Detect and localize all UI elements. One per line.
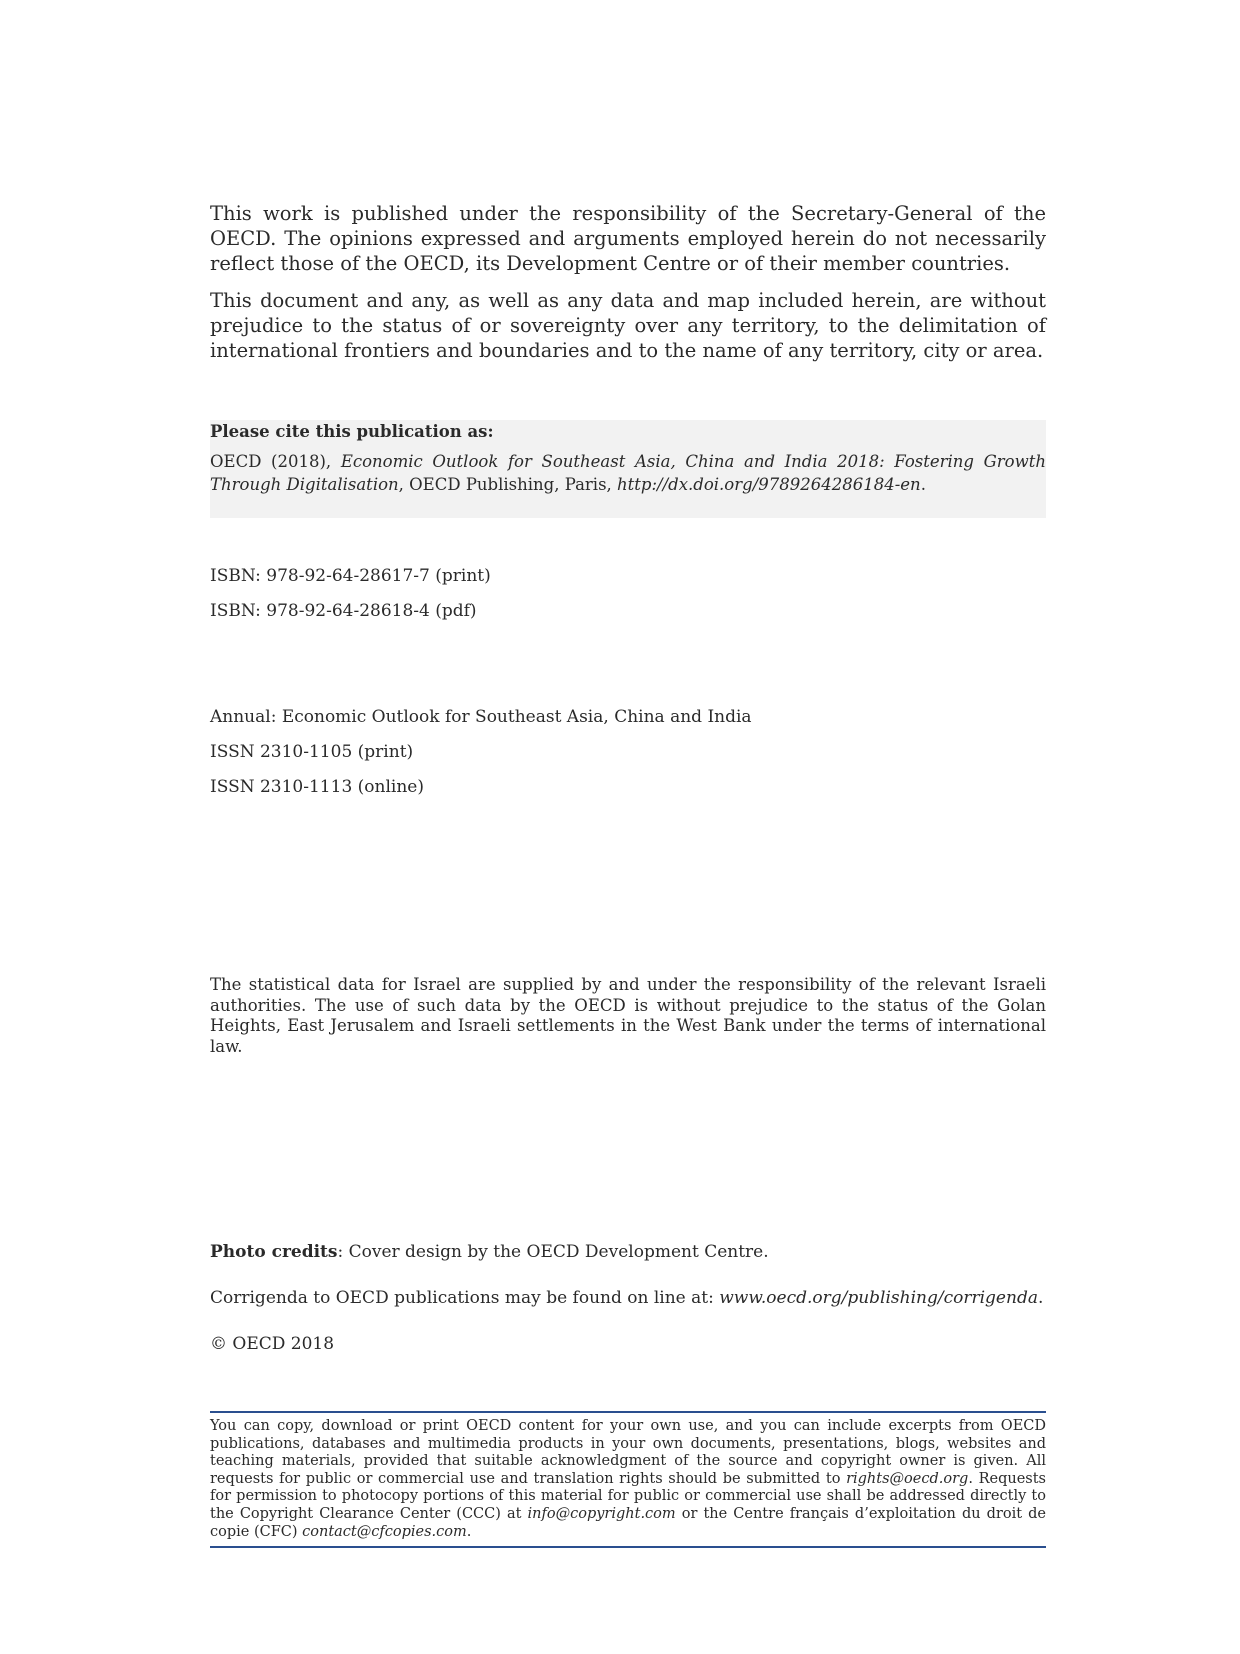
photo-credits-text: : Cover design by the OECD Development Centre.	[337, 1242, 769, 1262]
rights-rules	[210, 1411, 1046, 1548]
series-info	[210, 706, 1046, 798]
citation-heading: Please cite this publication as:	[210, 422, 494, 441]
citation-publisher: , OECD Publishing, Paris,	[398, 475, 618, 494]
citation-title: Economic Outlook for Southeast Asia, China and India 2018: Fostering Growth Through Digitalisation	[210, 452, 1046, 494]
corrigenda-link[interactable]: www.oecd.org/publishing/corrigenda	[719, 1288, 1038, 1308]
citation-heading-wrap	[210, 421, 1046, 443]
rights-email-link[interactable]: rights@oecd.org	[846, 1470, 969, 1487]
series-annual: Annual: Economic Outlook for Southeast Asia, China and India	[210, 707, 752, 727]
citation-doi-link[interactable]: http://dx.doi.org/9789264286184-en	[617, 475, 921, 494]
cfc-email-link[interactable]: contact@cfcopies.com	[302, 1523, 467, 1540]
isbn-pdf: ISBN: 978-92-64-28618-4 (pdf)	[210, 601, 477, 621]
rights-part: You can copy, download or print OECD content for your own use, and you can include excerpts from OECD publications, databases and multimedia products in your own documents, presentations, blogs, websites and teaching materials, provided that suitable acknowledgment of the source and copyright owner is given. All requests for public or commercial use and translation rights should be submitted to	[210, 1418, 1046, 1487]
citation-text	[210, 450, 1046, 496]
israel-note-text: The statistical data for Israel are supplied by and under the responsibility of the relevant Israeli authorities. The use of such data by the OECD is without prejudice to the status of the Golan Heights, East Jerusalem and Israeli settlements in the West Bank under the terms of international law.	[210, 975, 1046, 1056]
rights-part: or the Centre français d’exploitation du droit de copie (CFC)	[210, 1505, 1046, 1540]
citation-suffix: .	[920, 475, 926, 494]
ccc-email-link[interactable]: info@copyright.com	[527, 1505, 676, 1522]
disclaimer-paragraph: This document and any, as well as any data and map included herein, are without prejudice to the status of or sovereignty over any territory, to the delimitation of international frontiers and boundaries and to the name of any territory, city or area.	[210, 289, 1046, 362]
rights-text	[210, 1418, 1046, 1541]
issn-online: ISSN 2310-1113 (online)	[210, 777, 424, 797]
photo-credits	[210, 1241, 1046, 1263]
oecd-disclaimer	[210, 201, 1046, 363]
issn-print: ISSN 2310-1105 (print)	[210, 742, 414, 762]
rights-part: .	[466, 1523, 472, 1540]
copyright-notice: © OECD 2018	[210, 1334, 335, 1354]
disclaimer-paragraph: This work is published under the responsibility of the Secretary-General of the OECD. The opinions expressed and arguments employed herein do not necessarily reflect those of the OECD, its Development Centre or of their member countries.	[210, 202, 1046, 275]
isbn-list	[210, 565, 1046, 622]
corrigenda-suffix: .	[1037, 1288, 1044, 1308]
corrigenda-line	[210, 1287, 1046, 1309]
isbn-print: ISBN: 978-92-64-28617-7 (print)	[210, 566, 491, 586]
rights-part: . Requests for permission to photocopy portions of this material for public or commercial use shall be addressed directly to the Copyright Clearance Center (CCC) at	[210, 1470, 1046, 1522]
citation-prefix: OECD (2018),	[210, 452, 341, 471]
photo-credits-label: Photo credits	[210, 1242, 338, 1262]
corrigenda-text: Corrigenda to OECD publications may be found on line at:	[210, 1288, 720, 1308]
israel-note	[210, 975, 1046, 1057]
rights-box	[210, 1411, 1046, 1548]
credits-section	[210, 1241, 1046, 1355]
